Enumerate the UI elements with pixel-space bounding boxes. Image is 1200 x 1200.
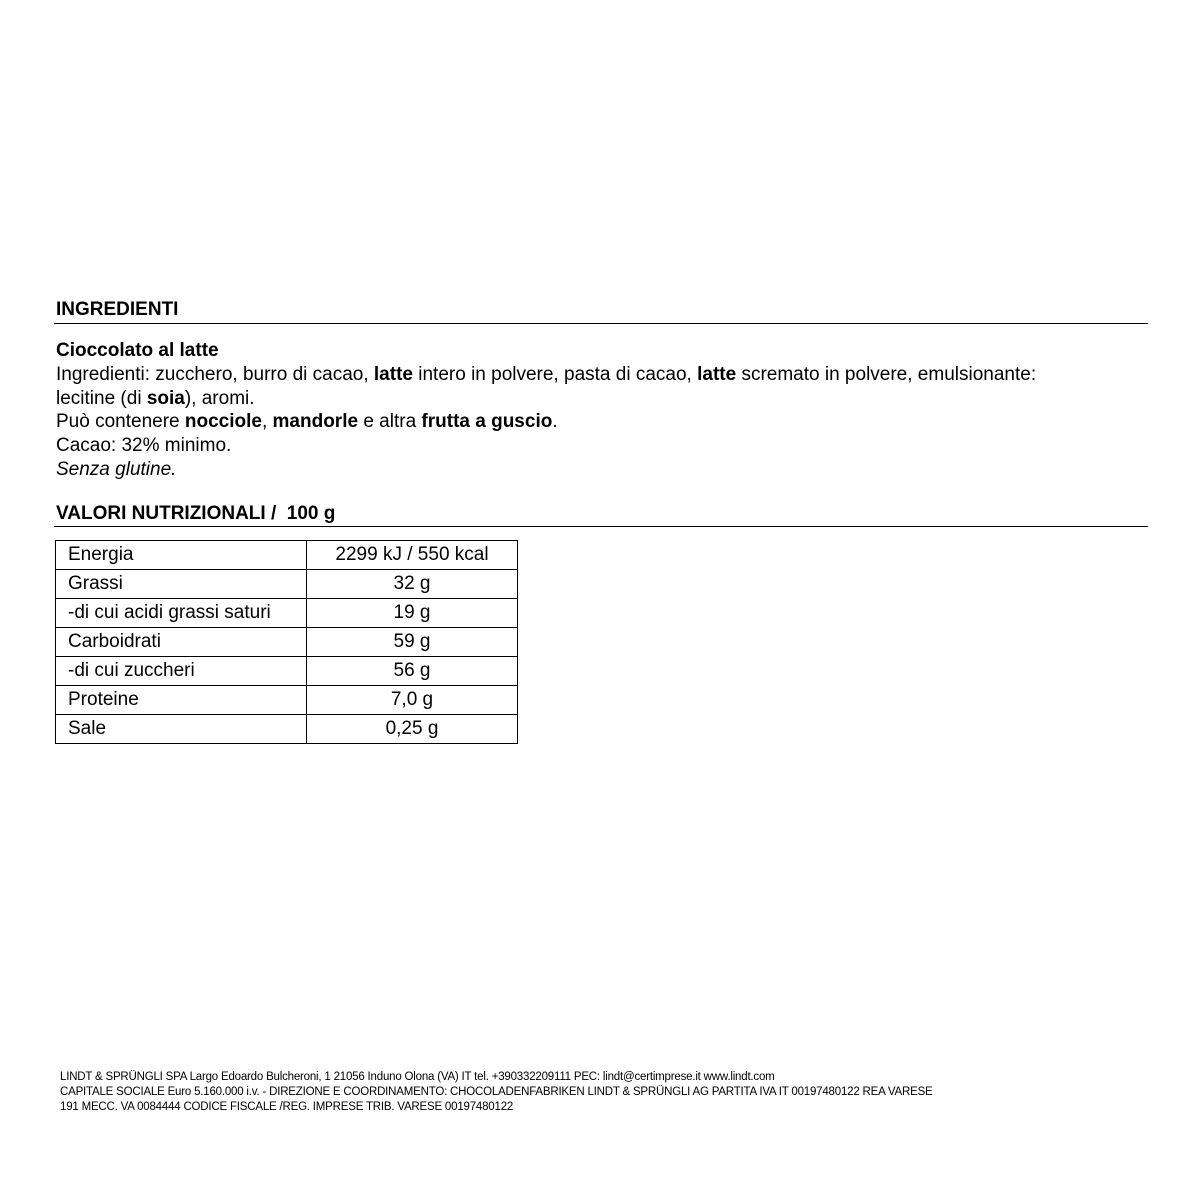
footer-line-1: LINDT & SPRÜNGLI SPA Largo Edoardo Bulcheroni, 1 21056 Induno Olona (VA) IT tel. +390332209111 PEC: lindt@certimprese.it www.lindt.com [60,1071,775,1083]
text-segment: , [261,411,273,433]
footer-line-2: CAPITALE SOCIALE Euro 5.160.000 i.v. - DIREZIONE E COORDINAMENTO: CHOCOLADENFABRIKEN LINDT & SPRÜNGLI AG PARTITA IVA IT 00197480122 REA VARESE [60,1086,933,1098]
footer-line-3: 191 MECC. VA 0084444 CODICE FISCALE /REG. IMPRESE TRIB. VARESE 00197480122 [60,1101,514,1113]
text-segment: ), aromi. [184,387,255,409]
text-segment: e altra [358,411,422,433]
ingredients-line-2 [56,387,1146,411]
product-name: Cioccolato al latte [56,340,219,361]
allergen-emphasis: mandorle [272,411,359,433]
text-segment: lecitine (di [56,387,147,409]
ingredients-heading: INGREDIENTI [56,299,179,320]
nutrient-label: Sale [56,715,307,744]
nutrient-value: 59 g [307,628,518,657]
company-legal-footer [60,1070,1150,1115]
allergen-emphasis: nocciole [184,411,262,433]
table-row [56,541,518,570]
table-row [56,715,518,744]
ingredients-divider [54,323,1148,324]
allergen-warning [56,410,1146,434]
text-segment: intero in polvere, pasta di cacao, [412,363,698,385]
nutrition-table [55,540,518,744]
text-segment: Può contenere [56,411,185,433]
allergen-emphasis: frutta a guscio [421,411,553,433]
allergen-emphasis: latte [697,363,737,385]
table-row [56,599,518,628]
text-segment: scremato in polvere, emulsionante: [736,363,1037,385]
nutrient-value: 56 g [307,657,518,686]
gluten-free-note: Senza glutine. [56,458,177,480]
ingredients-block [56,339,1146,482]
nutrient-label: Proteine [56,686,307,715]
table-row [56,628,518,657]
nutrition-divider [54,526,1148,527]
nutrition-heading: VALORI NUTRIZIONALI / 100 g [56,503,336,524]
cacao-content: Cacao: 32% minimo. [56,435,232,457]
nutrient-label: -di cui acidi grassi saturi [56,599,307,628]
nutrient-label: Grassi [56,570,307,599]
table-row [56,686,518,715]
nutrient-label: -di cui zuccheri [56,657,307,686]
ingredients-line-1 [56,363,1146,387]
text-segment: . [552,411,558,433]
table-row [56,570,518,599]
allergen-emphasis: latte [373,363,413,385]
nutrient-value: 7,0 g [307,686,518,715]
text-segment: Ingredienti: zucchero, burro di cacao, [56,363,374,385]
table-row [56,657,518,686]
nutrient-label: Carboidrati [56,628,307,657]
nutrient-value: 2299 kJ / 550 kcal [307,541,518,570]
nutrient-value: 0,25 g [307,715,518,744]
nutrient-value: 19 g [307,599,518,628]
nutrient-value: 32 g [307,570,518,599]
nutrient-label: Energia [56,541,307,570]
allergen-emphasis: soia [146,387,185,409]
